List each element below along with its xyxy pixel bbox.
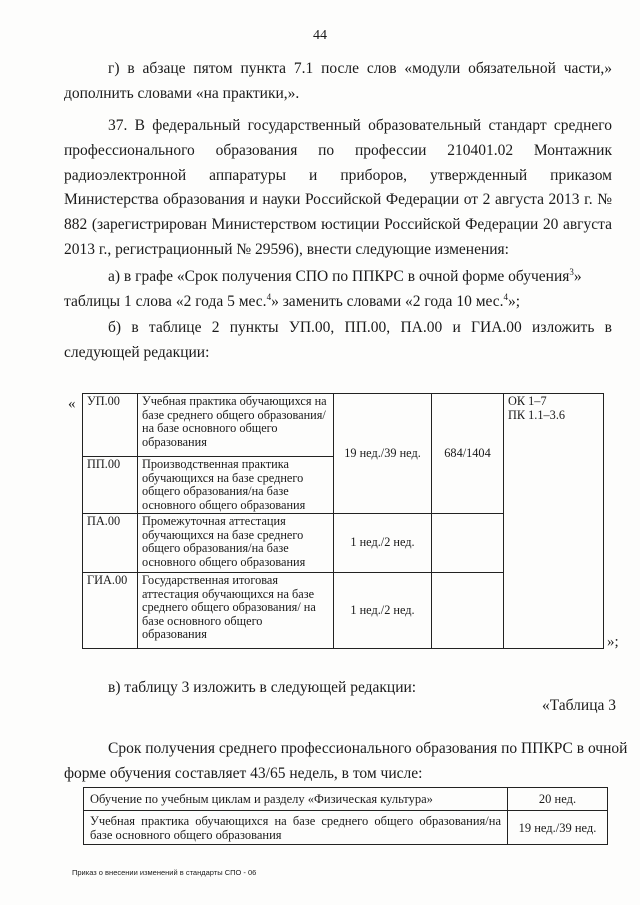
open-quote: « xyxy=(68,396,76,412)
row-code: ГИА.00 xyxy=(83,573,138,649)
paragraph-a-part1: а) в графе «Срок получения СПО по ППКРС в очной форме обучения xyxy=(108,268,570,285)
competencies-professional: ПК 1.1–3.6 xyxy=(508,407,566,422)
empty-cell xyxy=(432,573,504,649)
competencies-cell xyxy=(504,394,604,649)
table-row xyxy=(84,788,608,811)
row-description: Промежуточная аттестация обучающихся на базе среднего общего образования/на базе основного общего образования xyxy=(138,514,334,573)
table-row xyxy=(84,811,608,845)
table-label: «Таблица 3 xyxy=(541,697,616,714)
practice-weeks: 19 нед./39 нед. xyxy=(334,394,432,514)
footnote-ref-4b: 4 xyxy=(503,291,509,302)
row-value: 20 нед. xyxy=(508,788,608,811)
row-code: УП.00 xyxy=(83,394,138,457)
paragraph-g: г) в абзаце пятом пункта 7.1 после слов «модули обязательной части,» дополнить словами «на практики,». xyxy=(64,60,612,102)
paragraph-b: б) в таблице 2 пункты УП.00, ПП.00, ПА.00 и ГИА.00 изложить в следующей редакции: xyxy=(64,319,612,361)
paragraph-a-part3: » заменить словами «2 года 10 мес. xyxy=(271,292,504,310)
duration-text-line1: Срок получения среднего профессионального образования по ППКРС в очной xyxy=(108,740,628,757)
competencies-general: ОК 1–7 xyxy=(508,394,547,408)
pa-weeks: 1 нед./2 нед. xyxy=(334,514,432,573)
practice-table xyxy=(82,393,604,649)
table-row xyxy=(83,394,604,457)
footnote-ref-3: 3 xyxy=(569,266,574,277)
paragraph-37: 37. В федеральный государственный образовательный стандарт среднего профессионального образования по профессии 210401.02 Монтажник радиоэлектронной аппаратуры и приборов, утвержденный приказом Министерства образования и науки Российской Федерации от 2 августа 2013 г. № 882 (зарегистрирован Министерством юстиции Российской Федерации 20 августа 2013 г., регистрационный № 29596), внести следующие изменения: xyxy=(64,117,612,258)
row-description: Государственная итоговая аттестация обучающихся на базе среднего общего образования/ на базе основного общего образования xyxy=(138,573,334,649)
row-code: ПП.00 xyxy=(83,457,138,514)
row-value: 19 нед./39 нед. xyxy=(508,811,608,845)
gia-weeks: 1 нед./2 нед. xyxy=(334,573,432,649)
duration-table xyxy=(83,787,608,845)
row-description: Производственная практика обучающихся на базе среднего общего образования/на базе основного общего образования xyxy=(138,457,334,514)
paragraph-v: в) таблицу 3 изложить в следующей редакции: xyxy=(108,679,417,696)
row-description: Обучение по учебным циклам и разделу «Физическая культура» xyxy=(84,788,508,811)
row-code: ПА.00 xyxy=(83,514,138,573)
close-quote: »; xyxy=(607,634,619,650)
practice-hours: 684/1404 xyxy=(432,394,504,514)
empty-cell xyxy=(432,514,504,573)
page-number: 44 xyxy=(313,28,327,43)
duration-text-line2: форме обучения составляет 43/65 недель, в том числе: xyxy=(64,765,423,782)
paragraph-a-part2: » таблицы 1 слова «2 года 5 мес. xyxy=(64,268,582,310)
paragraph-a xyxy=(64,265,612,315)
paragraph-a-part4: »; xyxy=(508,292,521,310)
footnote-ref-4a: 4 xyxy=(266,291,272,302)
footer-note: Приказ о внесении изменений в стандарты СПО - 06 xyxy=(72,868,257,877)
row-description: Учебная практика обучающихся на базе среднего общего образования/на базе основного общего образования xyxy=(84,811,508,845)
row-description: Учебная практика обучающихся на базе среднего общего образования/на базе основного общего образования xyxy=(138,394,334,457)
